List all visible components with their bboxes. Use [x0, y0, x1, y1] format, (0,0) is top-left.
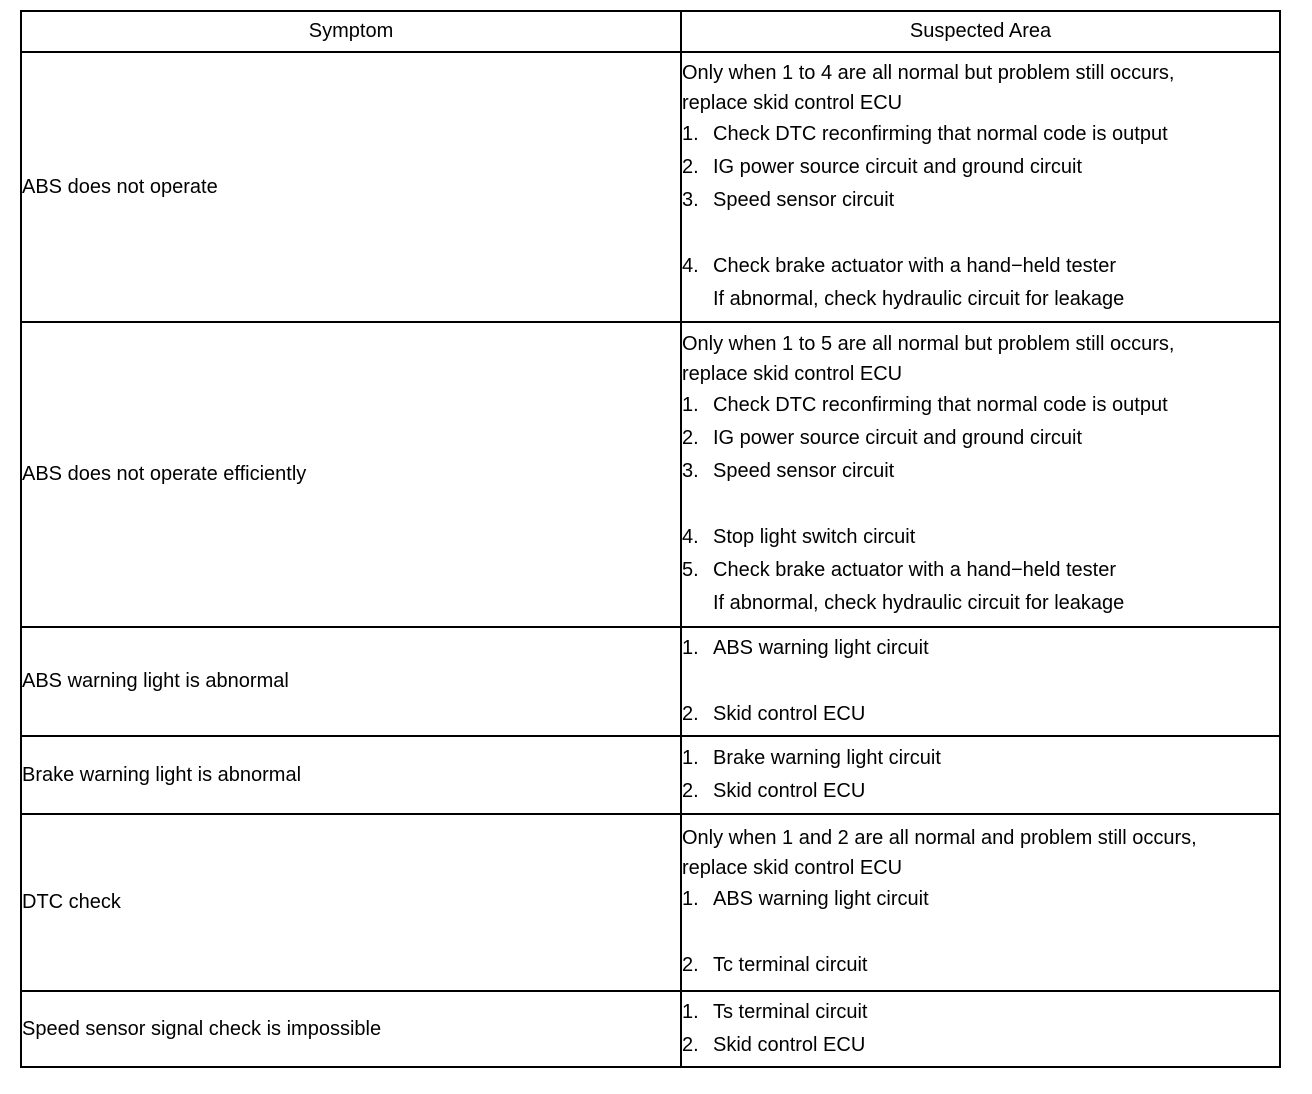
- symptom-cell: Speed sensor signal check is impossible: [21, 991, 681, 1067]
- item-text: Speed sensor circuit: [713, 460, 895, 482]
- list-item: [682, 151, 1279, 184]
- list-item: [682, 949, 1279, 982]
- note-line: Only when 1 to 4 are all normal but problem still occurs,: [682, 62, 1175, 84]
- item-number: 2.: [682, 1034, 699, 1056]
- list-item: [682, 118, 1279, 151]
- problem-symptoms-table: [20, 10, 1281, 1068]
- item-number: 2.: [682, 954, 699, 976]
- item-text: Check DTC reconfirming that normal code is output: [713, 394, 1168, 416]
- table-row: [21, 814, 1280, 991]
- item-text: Skid control ECU: [713, 780, 866, 802]
- item-text: ABS warning light circuit: [713, 637, 929, 659]
- symptom-cell: ABS warning light is abnormal: [21, 627, 681, 736]
- item-text: Speed sensor circuit: [713, 189, 895, 211]
- item-text-main: Check brake actuator with a hand−held tester: [713, 559, 1117, 581]
- list-item: [682, 1029, 1279, 1062]
- list-item: [682, 698, 1279, 731]
- symptom-cell: Brake warning light is abnormal: [21, 736, 681, 814]
- table-row: [21, 52, 1280, 322]
- column-header-symptom: Symptom: [21, 11, 681, 52]
- symptom-cell: ABS does not operate: [21, 52, 681, 322]
- item-number: 1.: [682, 747, 699, 769]
- list-item: [682, 742, 1279, 775]
- column-header-suspected-area: Suspected Area: [681, 11, 1280, 52]
- list-item: [682, 632, 1279, 665]
- note-line: replace skid control ECU: [682, 363, 903, 385]
- item-text: ABS warning light circuit: [713, 888, 929, 910]
- item-number: 1.: [682, 123, 699, 145]
- condition-note: [682, 329, 1279, 389]
- condition-note: [682, 58, 1279, 118]
- item-text: Brake warning light circuit: [713, 747, 941, 769]
- list-item: [682, 389, 1279, 422]
- item-text: Skid control ECU: [713, 1034, 866, 1056]
- item-text: Skid control ECU: [713, 703, 866, 725]
- item-number: 3.: [682, 189, 699, 211]
- item-text-sub: If abnormal, check hydraulic circuit for leakage: [713, 592, 1125, 614]
- item-text-main: Check brake actuator with a hand−held tester: [713, 255, 1117, 277]
- note-line: Only when 1 to 5 are all normal but problem still occurs,: [682, 333, 1175, 355]
- item-text: Ts terminal circuit: [713, 1001, 868, 1023]
- table-header-row: [21, 11, 1280, 52]
- item-number: 2.: [682, 703, 699, 725]
- item-number: 2.: [682, 427, 699, 449]
- item-text-sub: If abnormal, check hydraulic circuit for leakage: [713, 288, 1125, 310]
- table-row: [21, 991, 1280, 1067]
- note-line: replace skid control ECU: [682, 857, 903, 879]
- item-text: IG power source circuit and ground circuit: [713, 427, 1083, 449]
- item-number: 4.: [682, 526, 699, 548]
- table-row: [21, 736, 1280, 814]
- note-line: Only when 1 and 2 are all normal and problem still occurs,: [682, 827, 1197, 849]
- table-row: [21, 322, 1280, 627]
- list-item: [682, 883, 1279, 916]
- suspected-area-cell: [681, 991, 1280, 1067]
- item-text: [713, 554, 1279, 620]
- item-text: Tc terminal circuit: [713, 954, 868, 976]
- item-text: Check DTC reconfirming that normal code is output: [713, 123, 1168, 145]
- item-number: 5.: [682, 559, 699, 581]
- item-number: 2.: [682, 780, 699, 802]
- list-item: [682, 554, 1279, 620]
- suspected-area-cell: [681, 627, 1280, 736]
- list-item: [682, 996, 1279, 1029]
- item-number: 3.: [682, 460, 699, 482]
- item-number: 1.: [682, 637, 699, 659]
- suspected-area-cell: [681, 814, 1280, 991]
- suspected-area-cell: [681, 322, 1280, 627]
- item-number: 1.: [682, 1001, 699, 1023]
- item-text: IG power source circuit and ground circuit: [713, 156, 1083, 178]
- list-item: [682, 250, 1279, 316]
- suspected-area-cell: [681, 52, 1280, 322]
- symptom-cell: DTC check: [21, 814, 681, 991]
- table-row: [21, 627, 1280, 736]
- suspected-area-cell: [681, 736, 1280, 814]
- list-item: [682, 775, 1279, 808]
- condition-note: [682, 823, 1279, 883]
- item-text: [713, 250, 1279, 316]
- list-item: [682, 184, 1279, 217]
- symptom-cell: ABS does not operate efficiently: [21, 322, 681, 627]
- list-item: [682, 422, 1279, 455]
- list-item: [682, 521, 1279, 554]
- list-item: [682, 455, 1279, 488]
- item-number: 1.: [682, 888, 699, 910]
- item-number: 1.: [682, 394, 699, 416]
- note-line: replace skid control ECU: [682, 92, 903, 114]
- item-number: 2.: [682, 156, 699, 178]
- item-text: Stop light switch circuit: [713, 526, 916, 548]
- item-number: 4.: [682, 255, 699, 277]
